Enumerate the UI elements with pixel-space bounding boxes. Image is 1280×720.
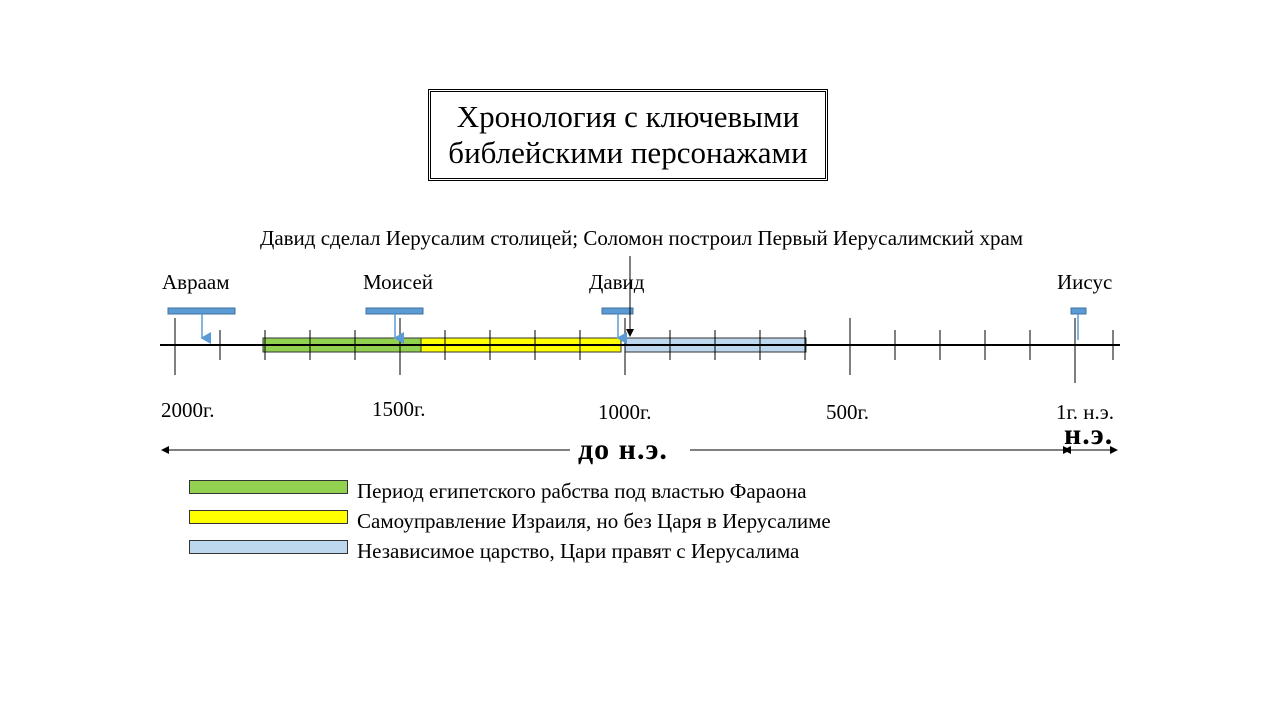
marker-moses (366, 308, 423, 338)
marker-abraham (168, 308, 235, 338)
era-bc-label: до н.э. (578, 433, 668, 466)
axis-label-2000: 2000г. (161, 398, 215, 422)
axis-label-1ad: 1г. н.э. (1056, 400, 1114, 424)
person-label-david: Давид (589, 270, 645, 294)
person-label-moses: Моисей (363, 270, 434, 294)
marker-jesus (1071, 308, 1086, 340)
person-label-jesus: Иисус (1057, 270, 1113, 294)
legend-swatch-kingdom (189, 540, 348, 554)
marker-david (602, 308, 633, 338)
legend-label-slavery: Период египетского рабства под властью Фараона (357, 479, 807, 503)
legend-label-kingdom: Независимое царство, Цари правят с Иерусалима (357, 539, 800, 563)
title-line-1: Хронология с ключевыми (456, 99, 800, 134)
axis-label-1000: 1000г. (598, 400, 652, 424)
person-label-abraham: Авраам (162, 270, 230, 294)
era-ad-label: н.э. (1064, 418, 1114, 451)
axis-label-1500: 1500г. (372, 397, 426, 421)
david-annotation: Давид сделал Иерусалим столицей; Соломон построил Первый Иерусалимский храм (260, 226, 1024, 250)
legend-label-self-rule: Самоуправление Израиля, но без Царя в Иерусалиме (357, 509, 831, 533)
legend-swatch-slavery (189, 480, 348, 494)
axis-label-500: 500г. (826, 400, 869, 424)
legend-swatch-self-rule (189, 510, 348, 524)
title-line-2: библейскими персонажами (448, 135, 808, 170)
